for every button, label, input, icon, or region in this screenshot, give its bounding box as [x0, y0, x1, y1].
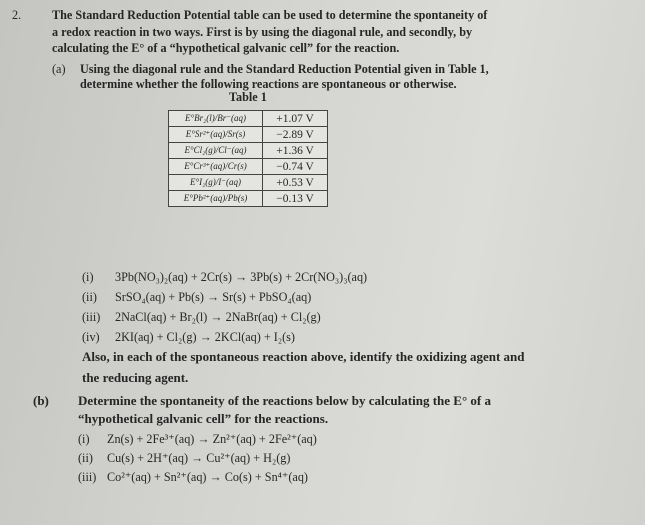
table-row [169, 127, 328, 143]
table-title: Table 1 [229, 90, 267, 104]
reaction-b-i: Zn(s) + 2Fe³⁺(aq) → Zn²⁺(aq) + 2Fe²⁺(aq) [107, 432, 317, 446]
couple: E°I₂(g)/I⁻(aq) [169, 175, 263, 191]
reaction-a-i-label: (i) [82, 270, 94, 284]
potential: −2.89 V [263, 127, 328, 143]
potential: +1.07 V [263, 111, 328, 127]
reaction-b-iii: Co²⁺(aq) + Sn²⁺(aq) → Co(s) + Sn⁴⁺(aq) [107, 470, 308, 484]
reduction-potential-table [168, 110, 328, 207]
table-row [169, 143, 328, 159]
part-a-line-2: determine whether the following reactions are spontaneous or otherwise. [80, 77, 457, 91]
couple: E°Br₂(l)/Br⁻(aq) [169, 111, 263, 127]
part-a-label: (a) [52, 62, 66, 76]
couple: E°Cr³⁺(aq)/Cr(s) [169, 159, 263, 175]
reaction-a-ii: SrSO₄(aq) + Pb(s) → Sr(s) + PbSO₄(aq) [115, 290, 312, 304]
couple: E°Sr²⁺(aq)/Sr(s) [169, 127, 263, 143]
potential: +1.36 V [263, 143, 328, 159]
part-b-line-1: Determine the spontaneity of the reactions below by calculating the E° of a [78, 393, 491, 408]
potential: +0.53 V [263, 175, 328, 191]
reaction-b-ii-label: (ii) [78, 451, 93, 465]
followup-line-2: the reducing agent. [82, 370, 189, 385]
intro-line-3: calculating the E° of a “hypothetical galvanic cell” for the reaction. [52, 41, 400, 55]
table-row [169, 191, 328, 207]
part-a-line-1: Using the diagonal rule and the Standard Reduction Potential given in Table 1, [80, 62, 489, 76]
couple: E°Cl₂(g)/Cl⁻(aq) [169, 143, 263, 159]
reaction-a-iv-label: (iv) [82, 330, 100, 344]
reaction-a-iii: 2NaCl(aq) + Br₂(l) → 2NaBr(aq) + Cl₂(g) [115, 310, 321, 324]
reaction-b-i-label: (i) [78, 432, 90, 446]
table-row [169, 159, 328, 175]
reaction-a-iv: 2KI(aq) + Cl₂(g) → 2KCl(aq) + I₂(s) [115, 330, 295, 344]
potential: −0.74 V [263, 159, 328, 175]
potential: −0.13 V [263, 191, 328, 207]
part-b-line-2: “hypothetical galvanic cell” for the reactions. [78, 411, 329, 426]
part-b-label: (b) [33, 393, 49, 408]
reaction-a-i: 3Pb(NO₃)₂(aq) + 2Cr(s) → 3Pb(s) + 2Cr(NO₃)₃(aq) [115, 270, 368, 284]
reaction-b-ii: Cu(s) + 2H⁺(aq) → Cu²⁺(aq) + H₂(g) [107, 451, 291, 465]
couple: E°Pb²⁺(aq)/Pb(s) [169, 191, 263, 207]
followup-line-1: Also, in each of the spontaneous reaction above, identify the oxidizing agent and [82, 349, 525, 364]
reaction-a-iii-label: (iii) [82, 310, 101, 324]
intro-line-1: The Standard Reduction Potential table can be used to determine the spontaneity of [52, 8, 488, 22]
question-number: 2. [12, 8, 22, 22]
table-row [169, 111, 328, 127]
table-row [169, 175, 328, 191]
reaction-a-ii-label: (ii) [82, 290, 97, 304]
reaction-b-iii-label: (iii) [78, 470, 97, 484]
intro-line-2: a redox reaction in two ways. First is by using the diagonal rule, and secondly, by [52, 25, 473, 39]
